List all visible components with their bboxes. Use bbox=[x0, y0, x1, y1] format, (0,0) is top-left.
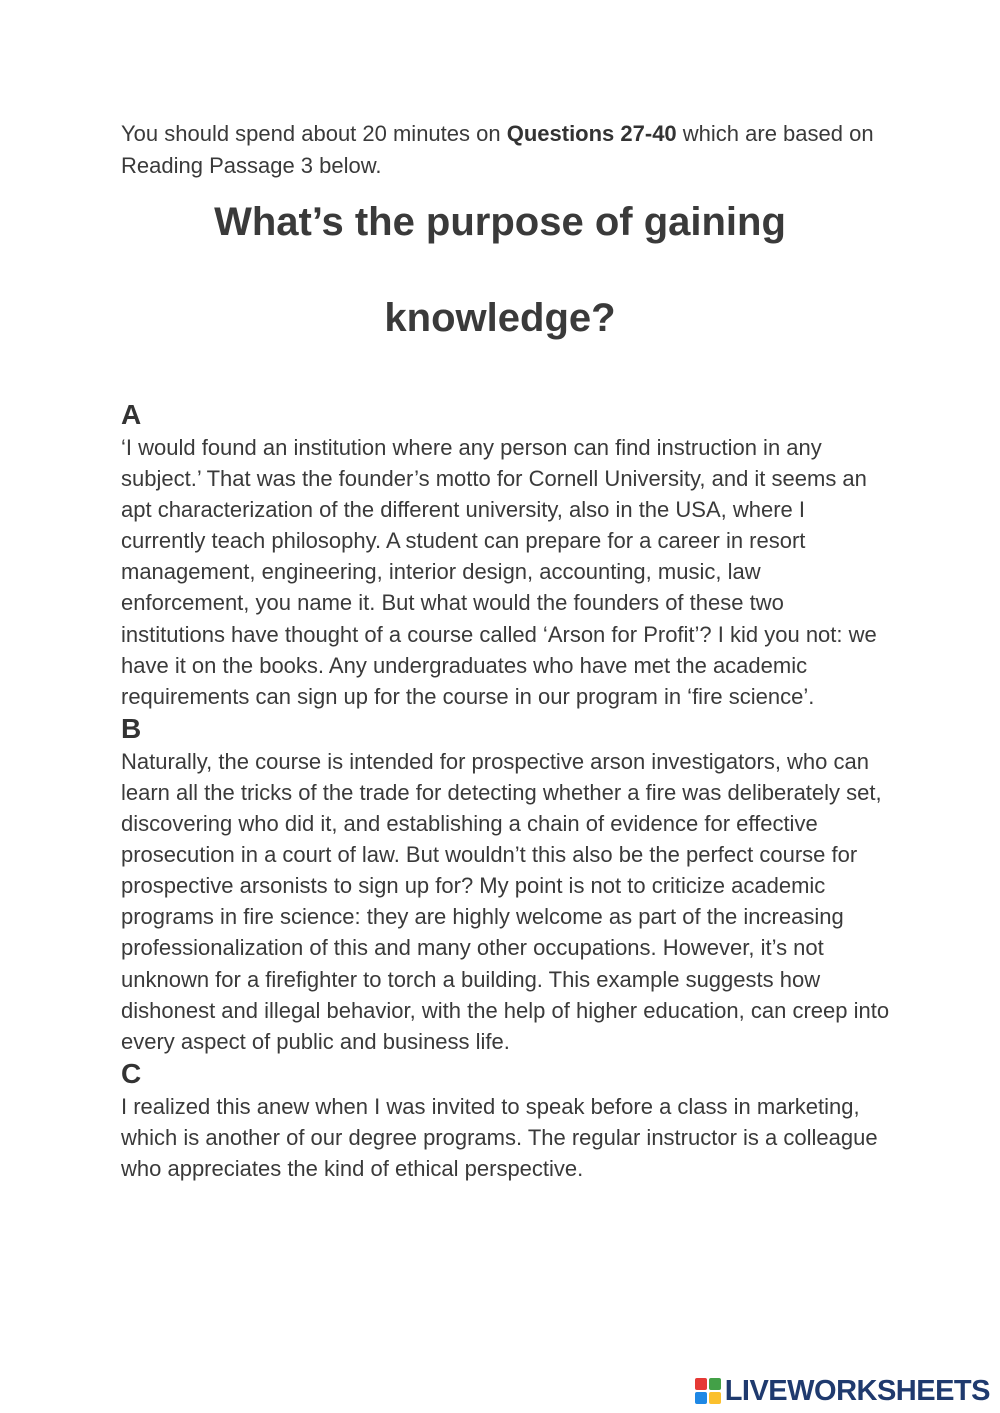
logo-square bbox=[709, 1392, 721, 1404]
logo-text: LIVEWORKSHEETS bbox=[724, 1374, 990, 1407]
section-a bbox=[121, 398, 891, 712]
section-letter: C bbox=[121, 1057, 142, 1089]
passage-title-line-2: knowledge? bbox=[384, 296, 616, 340]
questions-range: Questions 27-40 bbox=[506, 121, 677, 146]
instructions-prefix: You should spend about 20 minutes on bbox=[121, 121, 507, 146]
reading-passage bbox=[121, 398, 891, 1184]
section-c bbox=[121, 1057, 891, 1184]
section-letter: B bbox=[121, 712, 142, 744]
section-b bbox=[121, 712, 891, 1057]
logo-square bbox=[709, 1378, 721, 1390]
section-letter: A bbox=[121, 399, 142, 430]
instructions bbox=[121, 118, 881, 182]
section-paragraph: Naturally, the course is intended for prospective arson investigators, who can learn all the tricks of the trade for detecting whether a fire was deliberately set, discovering who did it, and establishing a chain of evidence for effective prosecution in a court of law. But wouldn’t this also be the perfect course for prospective arsonists to sign up for? My point is not to criticize academic programs in fire science: they are highly welcome as part of the increasing professionalization of this and many other occupations. However, it’s not unknown for a firefighter to torch a building. This example suggests how dishonest and illegal behavior, with the help of higher education, can creep into every aspect of public and business life. bbox=[121, 748, 890, 1054]
instructions-suffix: which are based on Reading Passage 3 below. bbox=[121, 121, 874, 178]
passage-title-line-1: What’s the purpose of gaining bbox=[214, 200, 786, 244]
section-paragraph: I realized this anew when I was invited to speak before a class in marketing, which is another of our degree programs. The regular instructor is a colleague who appreciates the kind of ethical perspective. bbox=[121, 1093, 878, 1181]
section-paragraph: ‘I would found an institution where any person can find instruction in any subject.’ That was the founder’s motto for Cornell University, and it seems an apt characterization of the different university, also in the USA, where I currently teach philosophy. A student can prepare for a career in resort management, engineering, interior design, accounting, music, law enforcement, you name it. But what would the founders of these two institutions have thought of a course called ‘Arson for Profit’? I kid you not: we have it on the books. Any undergraduates who have met the academic requirements can sign up for the course in our program in ‘fire science’. bbox=[121, 435, 877, 709]
liveworksheets-logo bbox=[695, 1375, 990, 1407]
logo-square bbox=[695, 1378, 707, 1390]
logo-icon bbox=[695, 1378, 721, 1404]
logo-square bbox=[695, 1392, 707, 1404]
